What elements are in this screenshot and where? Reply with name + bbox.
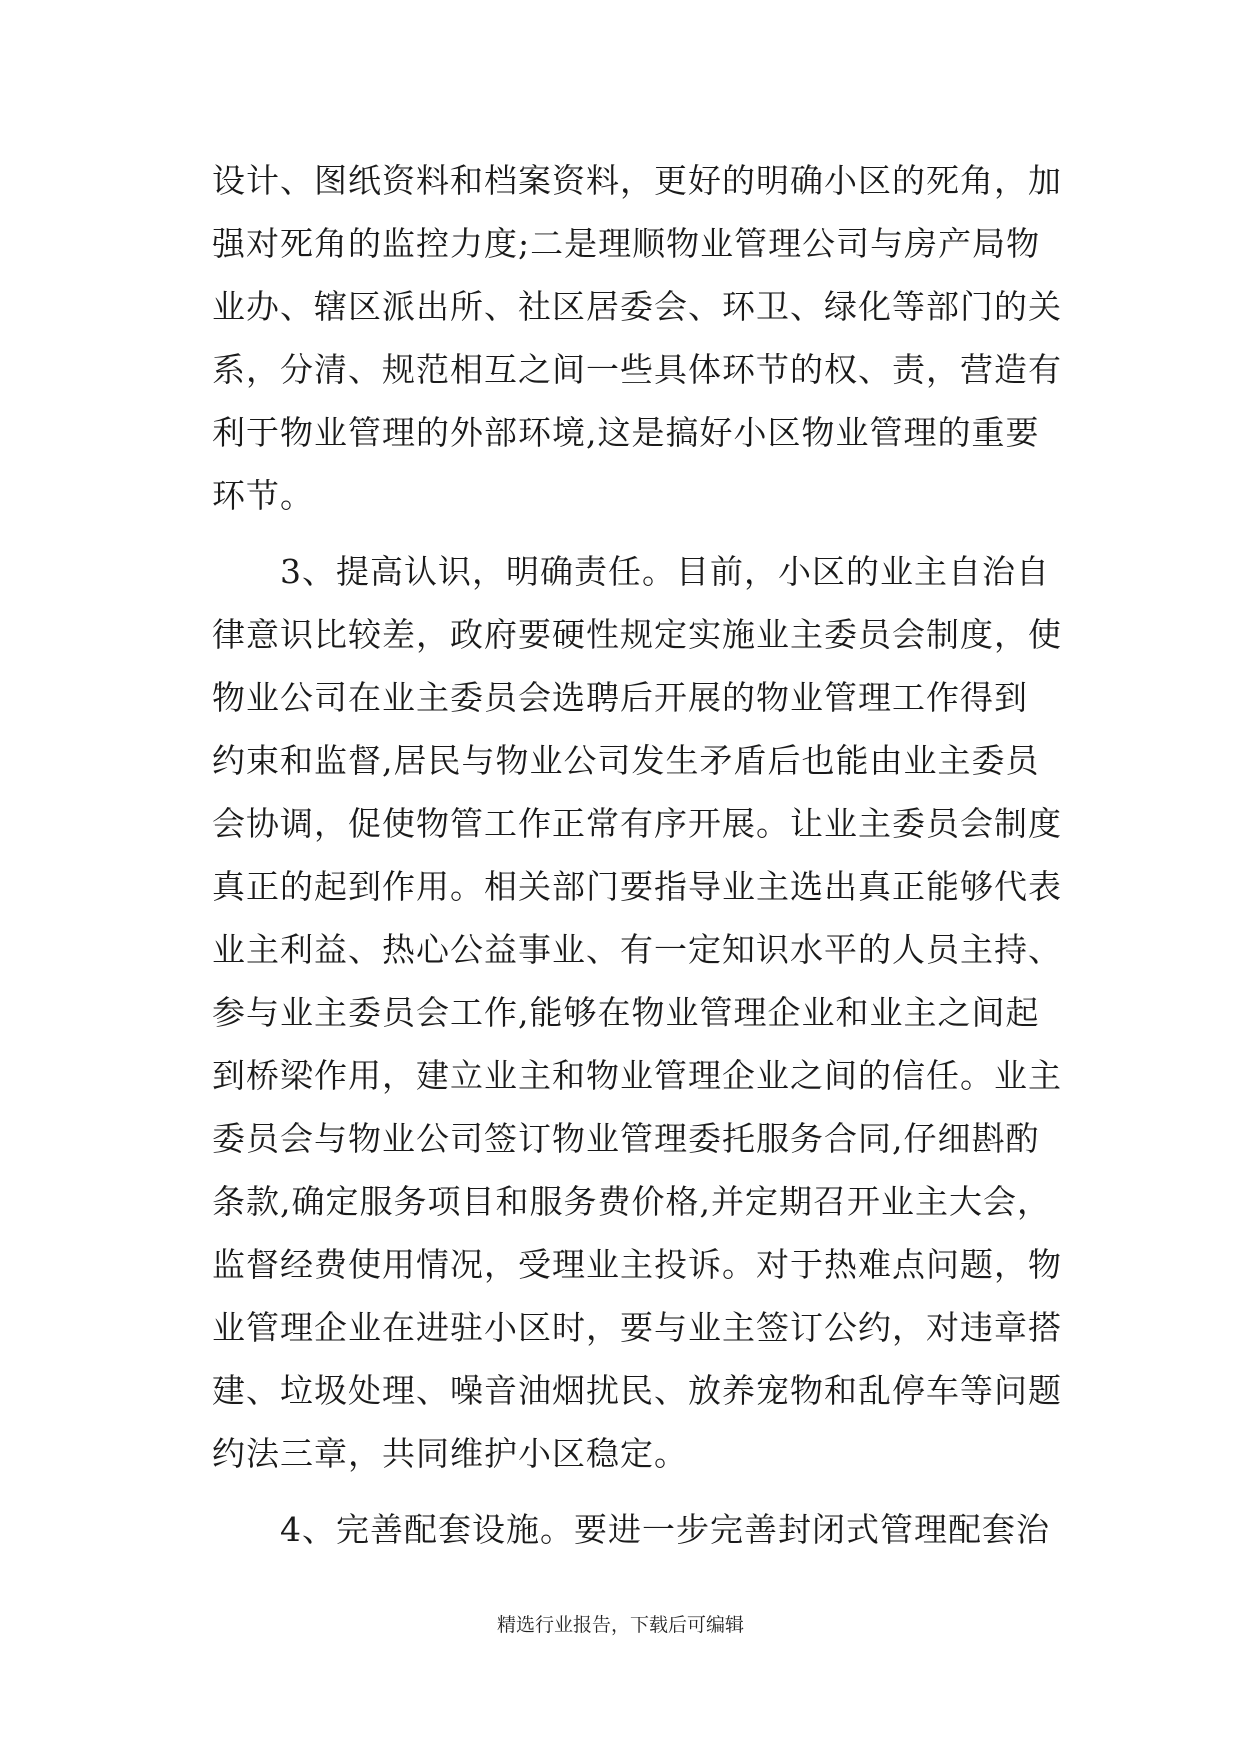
body-line: 利于物业管理的外部环境,这是搞好小区物业管理的重要: [212, 413, 1040, 452]
body-line: 律意识比较差，政府要硬性规定实施业主委员会制度，使: [212, 615, 1062, 654]
body-line: 真正的起到作用。相关部门要指导业主选出真正能够代表: [212, 867, 1062, 906]
body-line: 约法三章，共同维护小区稳定。: [212, 1434, 688, 1473]
body-line: 4、完善配套设施。要进一步完善封闭式管理配套治: [212, 1510, 1050, 1549]
body-line: 会协调，促使物管工作正常有序开展。让业主委员会制度: [212, 804, 1062, 843]
body-line: 约束和监督,居民与物业公司发生矛盾后也能由业主委员: [212, 741, 1040, 780]
body-line: 业办、辖区派出所、社区居委会、环卫、绿化等部门的关: [212, 287, 1062, 326]
body-line: 业主利益、热心公益事业、有一定知识水平的人员主持、: [212, 930, 1062, 969]
body-line: 3、提高认识，明确责任。目前，小区的业主自治自: [212, 552, 1050, 591]
body-line: 到桥梁作用，建立业主和物业管理企业之间的信任。业主: [212, 1056, 1062, 1095]
body-line: 建、垃圾处理、噪音油烟扰民、放养宠物和乱停车等问题: [212, 1371, 1062, 1410]
body-line: 系，分清、规范相互之间一些具体环节的权、责，营造有: [212, 350, 1062, 389]
body-line: 强对死角的监控力度;二是理顺物业管理公司与房产局物: [212, 224, 1041, 263]
body-line: 条款,确定服务项目和服务费价格,并定期召开业主大会，: [212, 1182, 1051, 1221]
page-footer: 精选行业报告，下载后可编辑: [496, 1614, 744, 1636]
body-line: 环节。: [212, 476, 314, 515]
body-line: 监督经费使用情况，受理业主投诉。对于热难点问题，物: [212, 1245, 1062, 1284]
body-line: 委员会与物业公司签订物业管理委托服务合同,仔细斟酌: [212, 1119, 1040, 1158]
body-line: 物业公司在业主委员会选聘后开展的物业管理工作得到: [212, 678, 1028, 717]
body-line: 参与业主委员会工作,能够在物业管理企业和业主之间起: [212, 993, 1040, 1032]
body-line: 业管理企业在进驻小区时，要与业主签订公约，对违章搭: [212, 1308, 1062, 1347]
body-line: 设计、图纸资料和档案资料，更好的明确小区的死角，加: [212, 161, 1062, 200]
